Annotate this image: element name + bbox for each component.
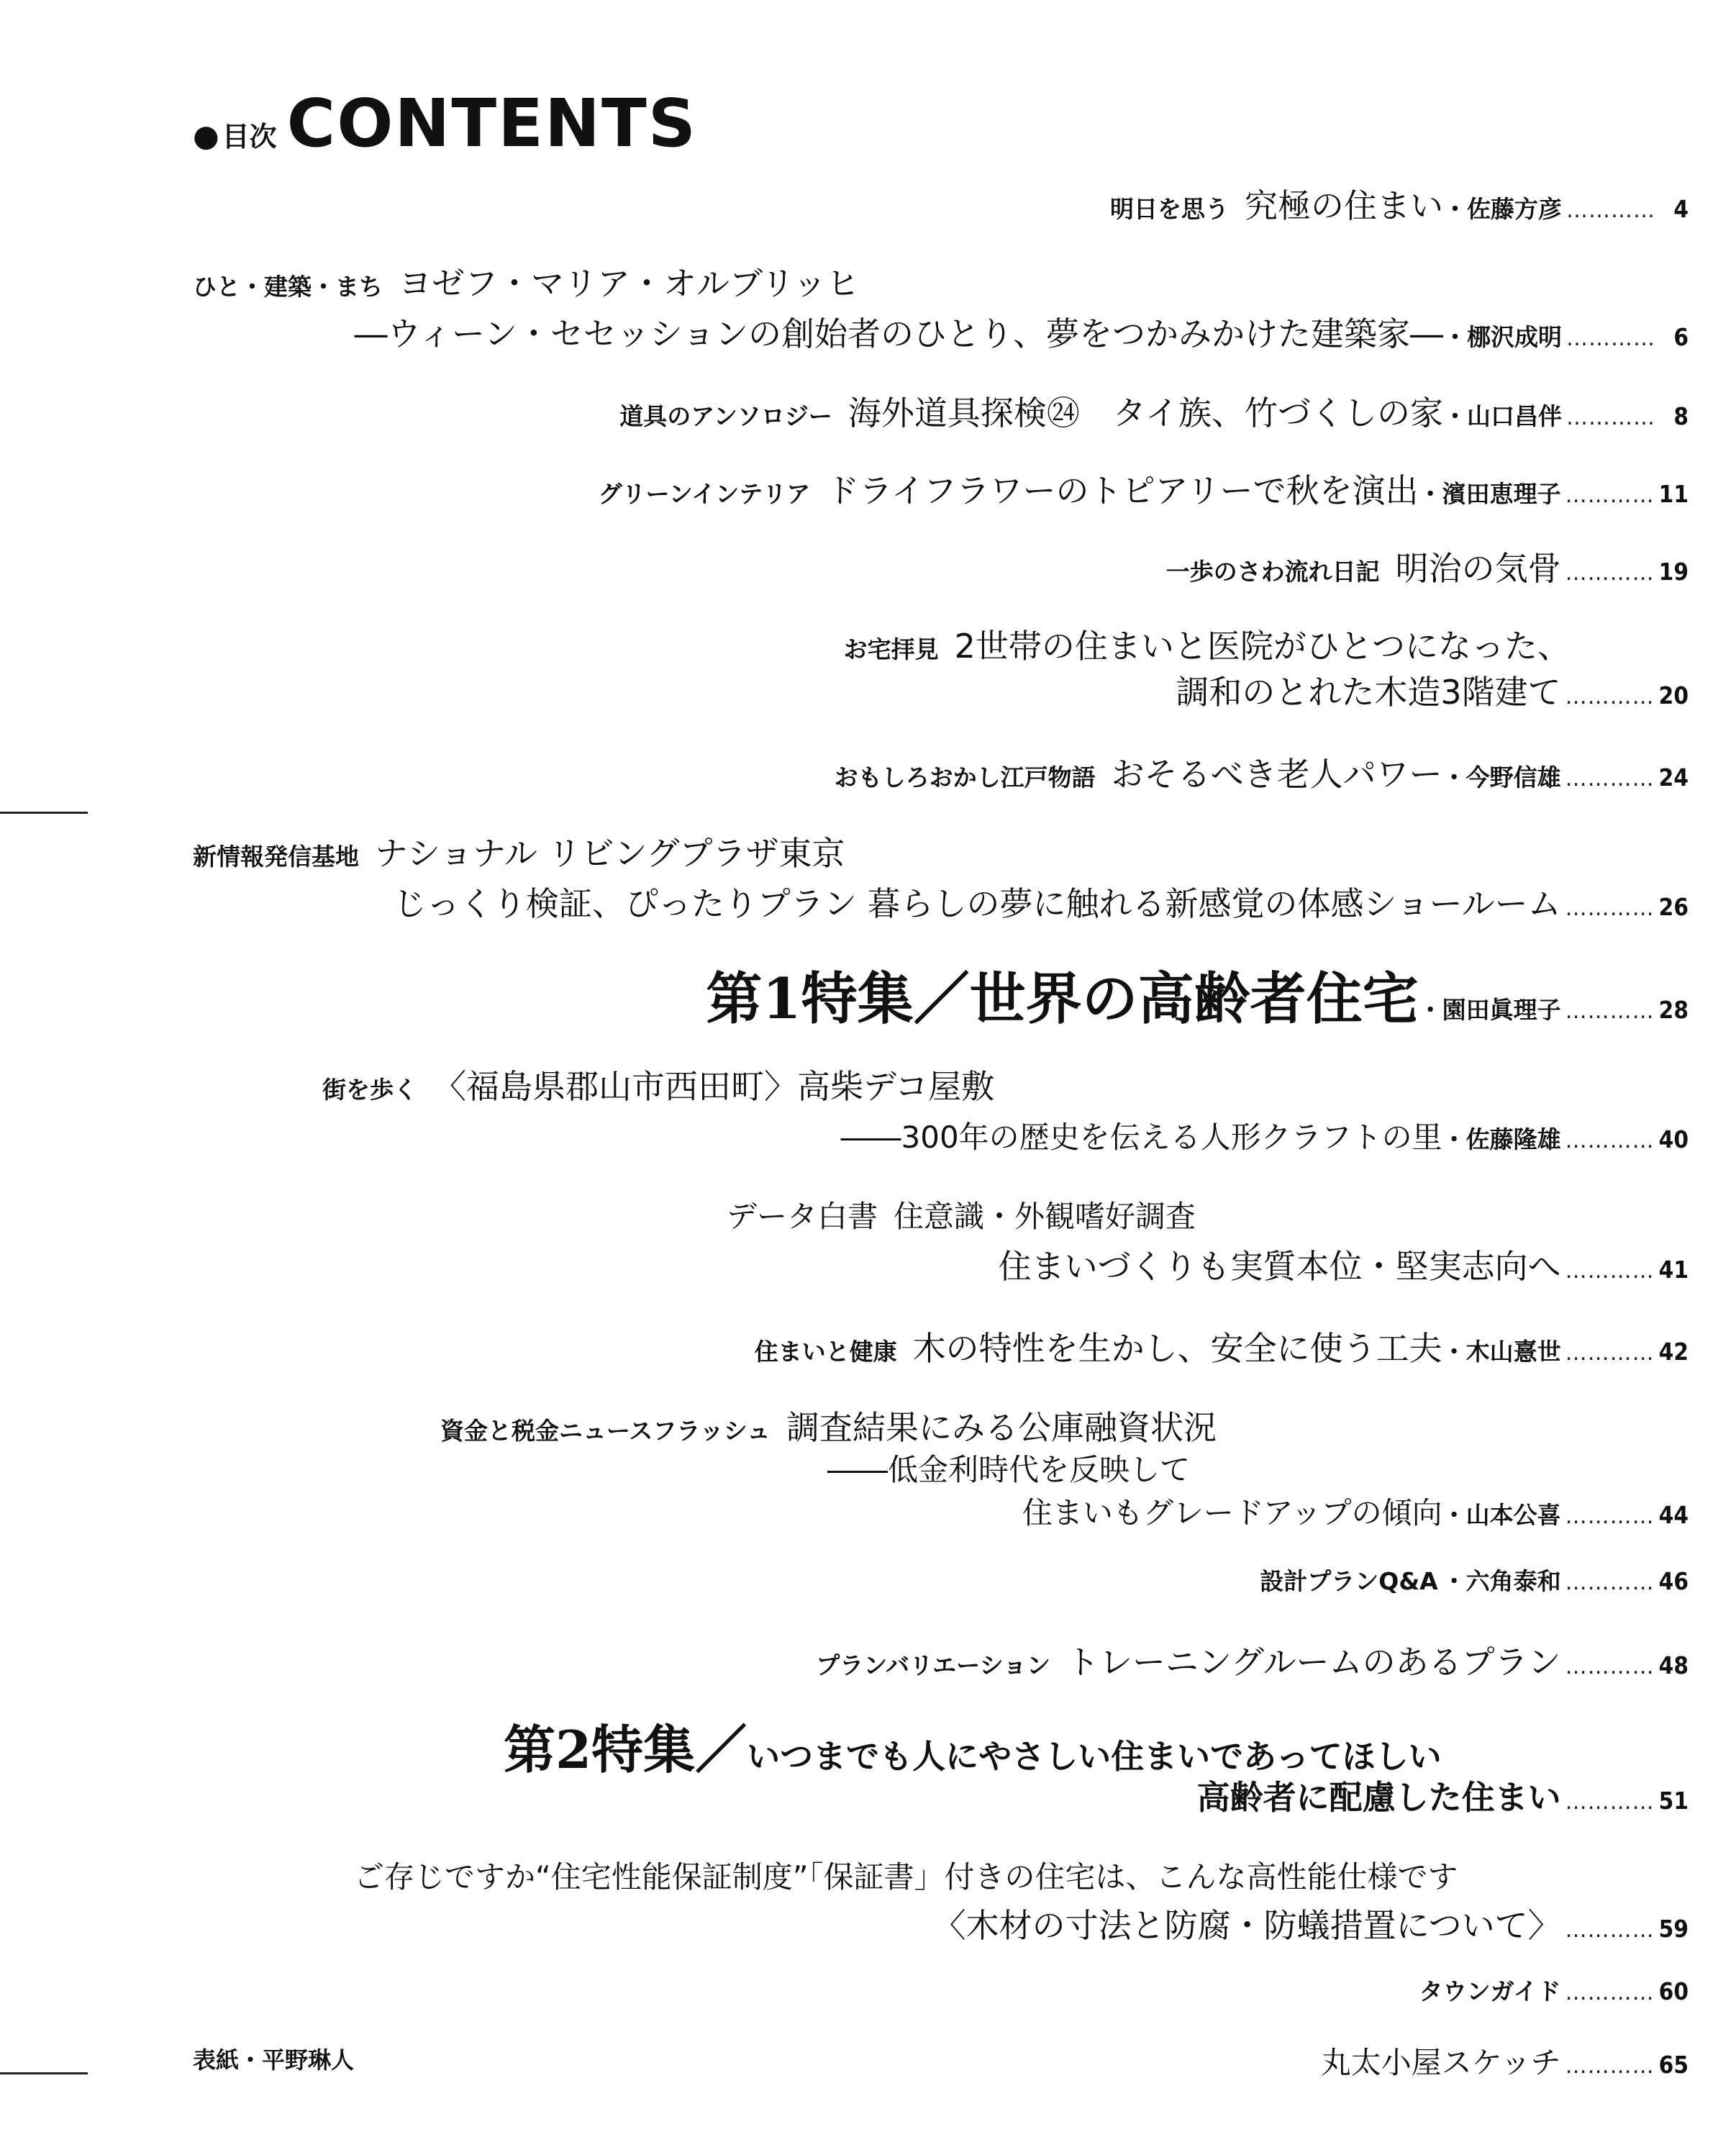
toc-entry-continuation xyxy=(1197,1772,1689,1819)
dot-leader: ………… xyxy=(1565,1570,1655,1595)
entry-category: プランバリエーション xyxy=(816,1651,1050,1679)
toc-entry-continuation xyxy=(999,1240,1689,1288)
entry-category: お宅拝見 xyxy=(843,635,939,663)
entry-title: 調査結果にみる公庫融資状況 xyxy=(786,1408,1217,1447)
toc-entry[interactable] xyxy=(193,258,859,305)
entry-title-line2: じっくり検証、ぴったりプラン 暮らしの夢に触れる新感覚の体感ショールーム xyxy=(393,884,1561,923)
entry-title: タウンガイド xyxy=(1419,1977,1561,2005)
entry-title: ドライフラワーのトピアリーで秋を演出 xyxy=(826,471,1419,510)
toc-entry[interactable] xyxy=(322,1061,994,1108)
feature-1-entry[interactable] xyxy=(706,954,1689,1035)
page-number: 51 xyxy=(1658,1787,1689,1815)
page-number: 65 xyxy=(1658,2051,1689,2079)
contents-header xyxy=(193,85,697,162)
dot-leader: ………… xyxy=(1565,766,1655,791)
dot-leader: ………… xyxy=(1565,1504,1655,1529)
dot-leader: ………… xyxy=(1565,1128,1655,1153)
dot-leader: ………… xyxy=(1565,2054,1655,2079)
entry-title-line2: 住まいもグレードアップの傾向 xyxy=(1022,1495,1442,1530)
dot-leader: ………… xyxy=(1565,1790,1655,1815)
page-title: CONTENTS xyxy=(286,85,698,162)
toc-entry[interactable] xyxy=(1110,180,1689,227)
entry-category: 住まいと健康 xyxy=(754,1338,897,1366)
entry-title: ナショナル リビングプラザ東京 xyxy=(375,834,845,873)
entry-category: 明日を思う xyxy=(1110,195,1229,223)
entry-category: 資金と税金ニュースフラッシュ xyxy=(440,1417,771,1445)
dot-leader: ………… xyxy=(1565,1341,1655,1366)
entry-category: グリーンインテリア xyxy=(598,480,811,508)
entry-title: 住意識・外観嗜好調査 xyxy=(894,1199,1196,1234)
entry-title: トレーニングルームのあるプラン xyxy=(1065,1643,1561,1682)
entry-category: データ白書 xyxy=(727,1199,878,1234)
feature-2-subtitle: 高齢者に配慮した住まい xyxy=(1196,1778,1561,1817)
page-number: 42 xyxy=(1658,1338,1689,1366)
toc-entry-continuation xyxy=(1022,1489,1689,1533)
entry-author: ・山口昌伴 xyxy=(1443,402,1562,430)
margin-rule-upper xyxy=(0,812,88,814)
page-number: 8 xyxy=(1673,402,1689,430)
page-number: 40 xyxy=(1658,1125,1689,1153)
dot-leader: ………… xyxy=(1565,684,1655,709)
dot-leader: ………… xyxy=(1565,1980,1655,2005)
toc-entry[interactable] xyxy=(1260,1563,1689,1597)
page-number: 11 xyxy=(1658,480,1689,508)
toc-entry[interactable] xyxy=(755,1323,1689,1370)
entry-title: 2世帯の住まいと医院がひとつになった、 xyxy=(954,627,1571,666)
entry-title: 丸太小屋スケッチ xyxy=(1320,2045,1561,2080)
entry-title-line2: 調和のとれた木造3階建て xyxy=(1176,673,1561,712)
cover-credit: 表紙・平野琳人 xyxy=(193,2046,355,2074)
entry-title: ご存じですか“住宅性能保証制度”「保証書」付きの住宅は、こんな高性能仕様です xyxy=(354,1859,1458,1895)
page-number: 19 xyxy=(1658,558,1689,586)
entry-author: ・木山憙世 xyxy=(1442,1338,1561,1366)
toc-entry-continuation xyxy=(841,1114,1689,1157)
entry-author: ・佐藤方彦 xyxy=(1443,195,1562,223)
entry-title: 究極の住まい xyxy=(1245,186,1443,225)
page-number: 6 xyxy=(1673,323,1689,351)
bullet-icon: ● xyxy=(193,118,219,153)
entry-category: 新情報発信基地 xyxy=(193,843,359,871)
dot-leader: ………… xyxy=(1566,405,1655,430)
entry-title: 明治の気骨 xyxy=(1395,549,1561,588)
entry-category: おもしろおかし江戸物語 xyxy=(834,763,1096,791)
dot-leader: ………… xyxy=(1566,326,1655,351)
entry-subtitle: ――低金利時代を反映して xyxy=(827,1452,1191,1487)
entry-title: 〈福島県郡山市西田町〉高柴デコ屋敷 xyxy=(433,1067,995,1106)
toc-entry[interactable] xyxy=(354,1854,1458,1897)
toc-entry[interactable] xyxy=(599,465,1689,512)
entry-title: 海外道具探検㉔ タイ族、竹づくしの家 xyxy=(847,394,1443,432)
entry-title: おそるべき老人パワー xyxy=(1111,755,1442,794)
page-number: 28 xyxy=(1658,996,1689,1024)
page-number: 48 xyxy=(1658,1651,1689,1679)
dot-leader: ………… xyxy=(1565,561,1655,586)
toc-entry[interactable] xyxy=(816,1636,1689,1684)
page-number: 44 xyxy=(1658,1501,1689,1529)
entry-category: 設計プランQ&A xyxy=(1260,1567,1438,1595)
entry-author: ・梛沢成明 xyxy=(1443,323,1562,351)
entry-subtitle: ――300年の歴史を伝える人形クラフトの里 xyxy=(840,1120,1442,1155)
page-number: 20 xyxy=(1658,681,1689,709)
toc-entry[interactable] xyxy=(1166,543,1689,590)
entry-category: 一歩のさわ流れ日記 xyxy=(1165,558,1380,586)
dot-leader: ………… xyxy=(1565,999,1655,1024)
entry-category: 道具のアンソロジー xyxy=(619,402,832,430)
dot-leader: ………… xyxy=(1565,1258,1655,1284)
dot-leader: ………… xyxy=(1565,1654,1655,1679)
entry-title: 木の特性を生かし、安全に使う工夫 xyxy=(912,1329,1442,1368)
page-number: 4 xyxy=(1673,195,1689,223)
entry-category: ひと・建築・まち xyxy=(193,273,383,301)
toc-entry[interactable] xyxy=(1321,2039,1689,2082)
feature-2-title: いつまでも人にやさしい住まいであってほしい xyxy=(747,1737,1442,1776)
toc-entry[interactable] xyxy=(835,748,1689,796)
entry-title: ヨゼフ・マリア・オルブリッヒ xyxy=(399,264,860,303)
entry-subtitle: ―ウィーン・セセッションの創始者のひとり、夢をつかみかけた建築家― xyxy=(354,314,1443,353)
entry-author: ・濱田恵理子 xyxy=(1418,480,1561,508)
mokuji-label: 目次 xyxy=(222,121,277,153)
entry-author: ・佐藤隆雄 xyxy=(1442,1125,1561,1153)
page-number: 26 xyxy=(1658,893,1689,921)
page-number: 46 xyxy=(1658,1567,1689,1595)
entry-author: ・園田眞理子 xyxy=(1418,996,1561,1024)
toc-entry[interactable] xyxy=(193,827,845,875)
dot-leader: ………… xyxy=(1566,198,1655,223)
toc-entry-continuation xyxy=(827,1446,1190,1489)
entry-author: ・今野信雄 xyxy=(1442,763,1561,791)
toc-entry-continuation xyxy=(355,308,1689,355)
toc-entry-continuation xyxy=(1176,666,1689,714)
toc-entry[interactable] xyxy=(1419,1973,1689,2007)
dot-leader: ………… xyxy=(1565,896,1655,921)
entry-title-line2: 〈木材の寸法と防腐・防蟻措置について〉 xyxy=(932,1906,1561,1945)
toc-entry[interactable] xyxy=(619,387,1689,435)
toc-entry-continuation xyxy=(933,1900,1689,1947)
toc-entry[interactable] xyxy=(844,620,1571,668)
entry-author: ・山本公喜 xyxy=(1442,1501,1561,1529)
entry-category: 街を歩く xyxy=(322,1076,417,1104)
feature-1-title: 第1特集／世界の高齢者住宅 xyxy=(706,966,1419,1032)
dot-leader: ………… xyxy=(1565,483,1655,508)
page-number: 59 xyxy=(1658,1915,1689,1943)
entry-author: ・六角泰和 xyxy=(1442,1567,1561,1595)
margin-rule-lower xyxy=(0,2072,88,2074)
toc-entry[interactable] xyxy=(727,1193,1196,1236)
entry-title-line2: 住まいづくりも実質本位・堅実志向へ xyxy=(998,1247,1561,1286)
page-number: 24 xyxy=(1658,763,1689,791)
page-number: 60 xyxy=(1658,1977,1689,2005)
toc-entry-continuation xyxy=(394,878,1689,925)
page-number: 41 xyxy=(1658,1256,1689,1284)
feature-2-label: 第2特集／ xyxy=(504,1719,747,1780)
dot-leader: ………… xyxy=(1565,1918,1655,1943)
toc-entry[interactable] xyxy=(440,1402,1217,1449)
